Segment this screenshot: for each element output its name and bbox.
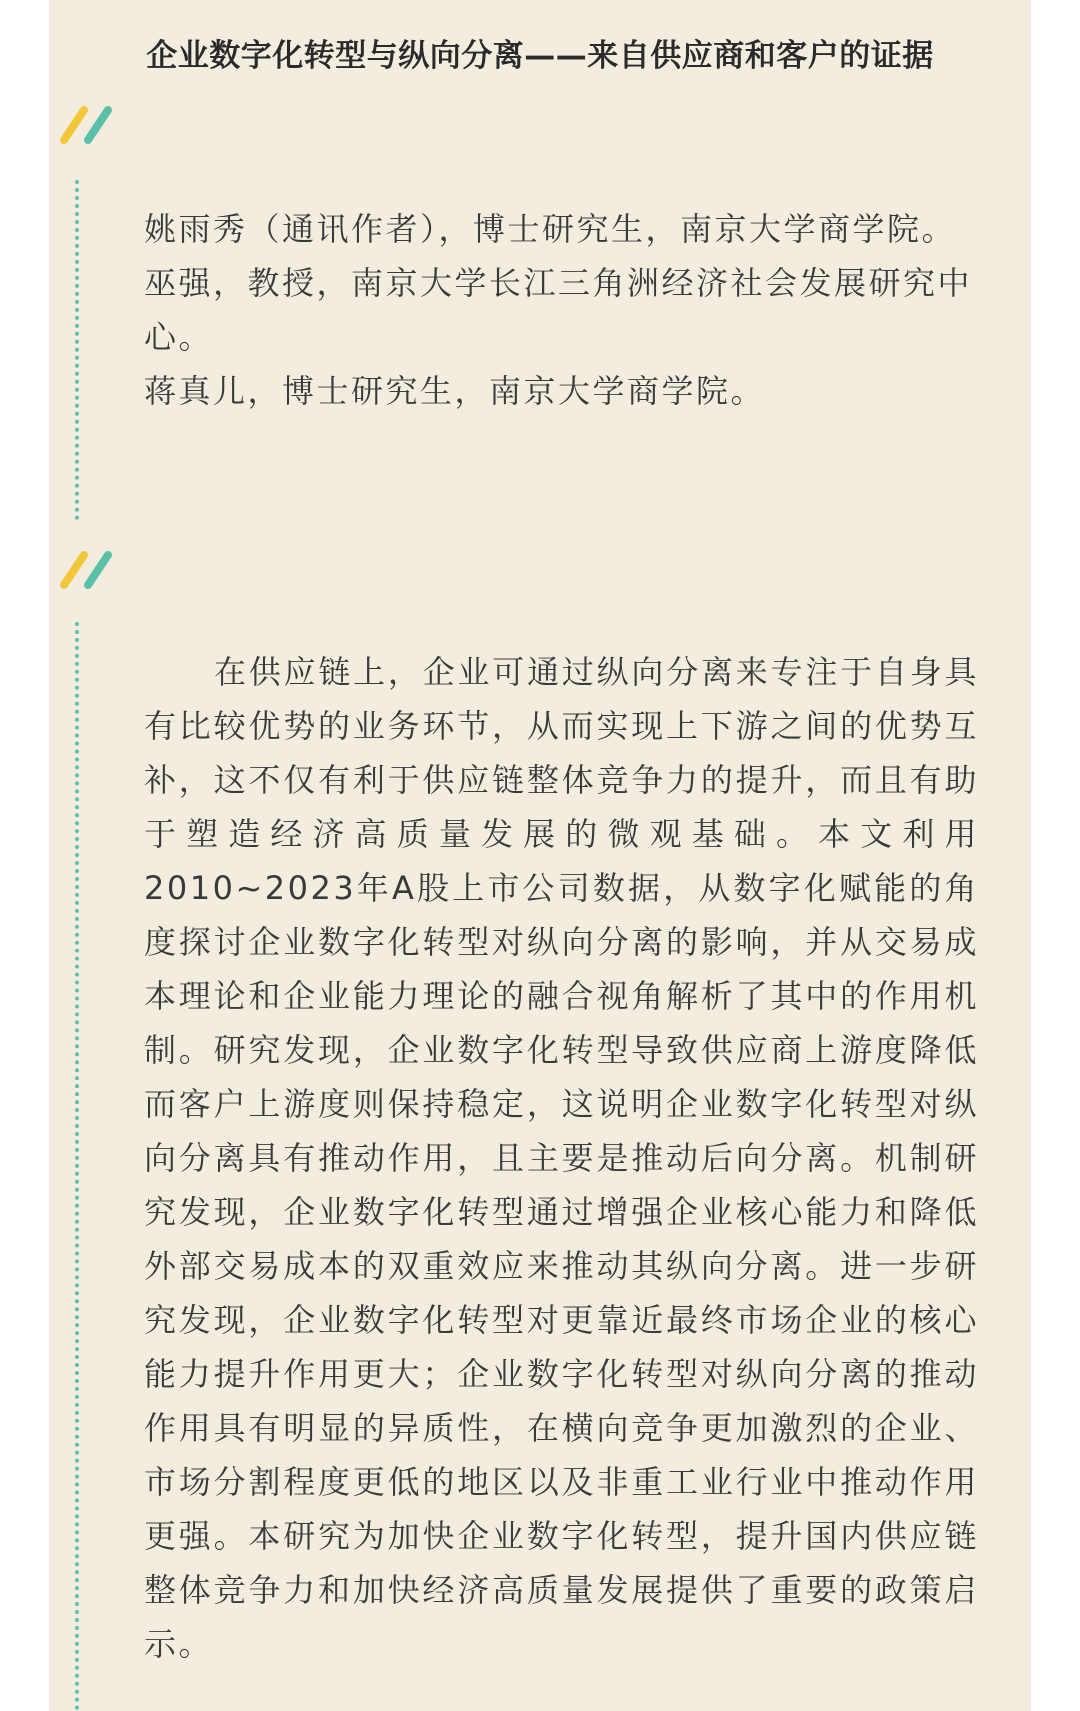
- author-entry: 巫强，教授，南京大学长江三角洲经济社会发展研究中心。: [144, 264, 973, 356]
- article-card: [49, 0, 1031, 1711]
- section-divider-line: [75, 622, 79, 1711]
- author-entry: 姚雨秀（通讯作者），博士研究生，南京大学商学院。: [144, 210, 957, 248]
- abstract-text: 在供应链上，企业可通过纵向分离来专注于自身具有比较优势的业务环节，从而实现上下游之间的优势互补，这不仅有利于供应链整体竞争力的提升，而且有助于塑造经济高质量发展的微观基础。本文利用2010~2023年A股上市公司数据，从数字化赋能的角度探讨企业数字化转型对纵向分离的影响，并从交易成本理论和企业能力理论的融合视角解析了其中的作用机制。研究发现，企业数字化转型导致供应商上游度降低而客户上游度则保持稳定，这说明企业数字化转型对纵向分离具有推动作用，且主要是推动后向分离。机制研究发现，企业数字化转型通过增强企业核心能力和降低外部交易成本的双重效应来推动其纵向分离。进一步研究发现，企业数字化转型对更靠近最终市场企业的核心能力提升作用更大；企业数字化转型对纵向分离的推动作用具有明显的异质性，在横向竞争更加激烈的企业、市场分割程度更低的地区以及非重工业行业中推动作用更强。本研究为加快企业数字化转型，提升国内供应链整体竞争力和加快经济高质量发展提供了重要的政策启示。: [144, 653, 979, 1663]
- abstract-block: [144, 645, 979, 1671]
- author-list: [144, 202, 979, 418]
- article-title: 企业数字化转型与纵向分离——来自供应商和客户的证据: [146, 38, 934, 74]
- author-entry: 蒋真儿，博士研究生，南京大学商学院。: [144, 372, 766, 410]
- double-slash-icon: [58, 100, 118, 148]
- section-divider-line: [75, 180, 79, 520]
- double-slash-icon: [58, 545, 118, 593]
